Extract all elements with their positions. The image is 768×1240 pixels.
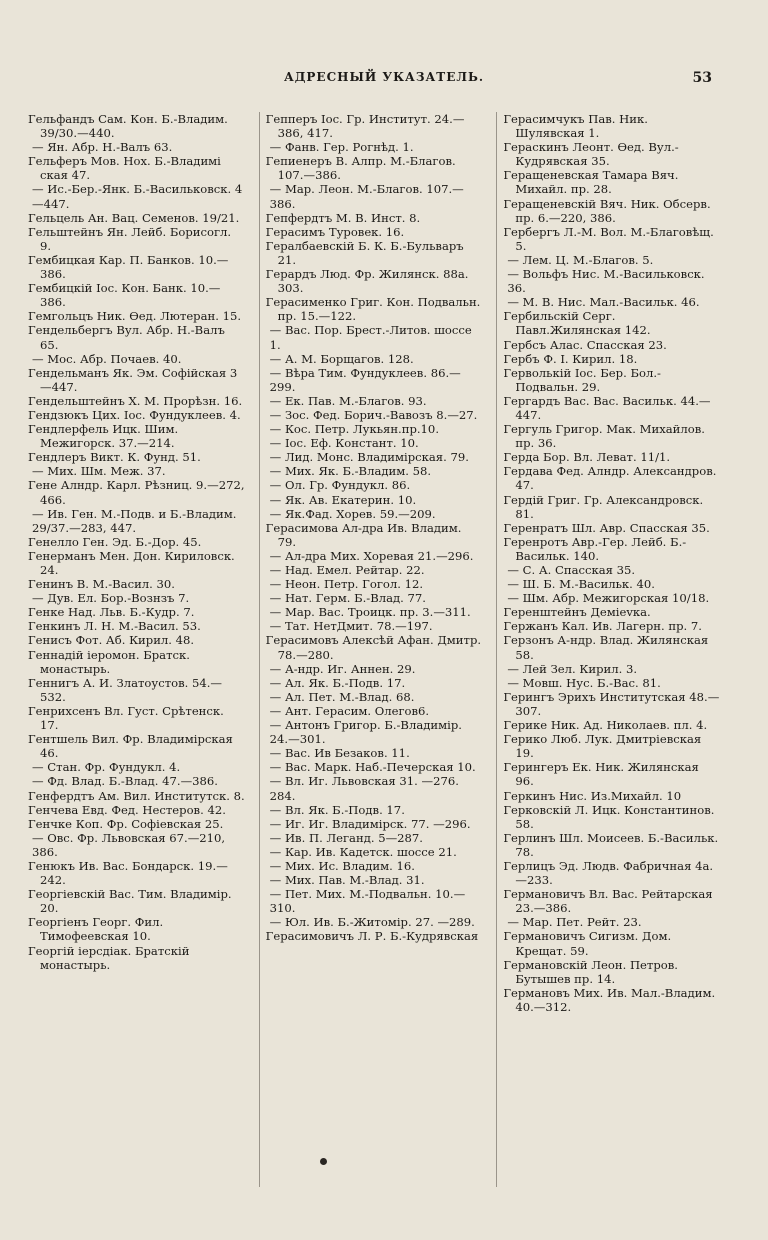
directory-entry: — Як. Ав. Екатерин. 10. (269, 492, 417, 507)
column-3 (496, 112, 720, 1187)
directory-entry: Геннадій іеромон. Братск. монастырь. (28, 647, 190, 676)
directory-entry: — Мар. Вас. Троицк. пр. 3.—311. (269, 605, 471, 620)
directory-entry: Генкинъ Л. Н. М.-Васил. 53. (28, 619, 201, 634)
directory-entry: Георгій іерсдіак. Братскій монастырь. (28, 943, 190, 972)
directory-entry: — Стан. Фр. Фундукл. 4. (32, 760, 181, 775)
directory-entry: Герасимовъ Алексѣй Афан. Дмитр. 78.—280. (265, 633, 482, 662)
directory-entry: Герасимъ Туровек. 16. (265, 224, 405, 239)
directory-entry: Генрихсенъ Вл. Густ. Срѣтенск. 17. (28, 703, 224, 733)
directory-entry: Генчева Евд. Фед. Нестеров. 42. (28, 802, 226, 817)
directory-entry: Гельцель Ан. Вац. Семенов. 19/21. (28, 210, 240, 225)
directory-entry: Герволькій Іос. Бер. Бол.-Подвальн. 29. (503, 365, 661, 394)
directory-entry: — Мос. Абр. Почаев. 40. (32, 351, 182, 366)
directory-entry: — Фанв. Гер. Рогнѣд. 1. (269, 140, 414, 155)
directory-entry: Герковскій Л. Ицк. Константинов. 58. (503, 802, 715, 831)
directory-entry: Гералбаевскій Б. К. Б.-Бульваръ 21. (265, 238, 464, 267)
column-1 (28, 112, 245, 1187)
directory-entry: Генисъ Фот. Аб. Кирил. 48. (28, 633, 195, 648)
directory-entry: — Вас. Марк. Наб.-Печерская 10. (269, 760, 476, 775)
directory-entry: Герико Люб. Лук. Дмитріевская 19. (503, 732, 702, 761)
directory-entry: Гембицкій Іос. Кон. Банк. 10.—386. (28, 281, 221, 310)
directory-entry: Гендельбергъ Вул. Абр. Н.-Валъ 65. (28, 323, 225, 352)
directory-entry: Геренштейнъ Демievка. (503, 605, 651, 620)
directory-entry: Геренратъ Шл. Авр. Спасская 35. (503, 520, 710, 535)
directory-entry: — А-ндр. Иг. Аннен. 29. (269, 661, 416, 676)
directory-entry: Гержанъ Кал. Ив. Лагерн. пр. 7. (503, 619, 702, 634)
directory-entry: Георгіевскій Вас. Тим. Владимір. 20. (28, 887, 232, 916)
column-2 (259, 112, 483, 1187)
directory-entry: — Ал. Пет. М.-Влад. 68. (269, 689, 415, 704)
directory-entry: — Ек. Пав. М.-Благов. 93. (269, 393, 427, 408)
directory-entry: — Вл. Иг. Львовская 31. —276. 284. (269, 774, 459, 803)
directory-entry: Гене Алндр. Карл. Рѣзниц. 9.—272, 466. (28, 478, 245, 507)
directory-entry: Генфердтъ Ам. Вил. Институтск. 8. (28, 788, 245, 803)
directory-entry: — Шм. Абр. Межигорская 10/18. (507, 591, 710, 606)
directory-entry: — Антонъ Григор. Б.-Владимір. 24.—301. (269, 718, 462, 747)
directory-entry: — Ян. Абр. Н.-Валъ 63. (32, 140, 173, 155)
directory-entry: Герасимчукъ Пав. Ник. Шулявская 1. (503, 112, 648, 141)
directory-entry: Герлицъ Эд. Людв. Фабричная 4а.—233. (503, 858, 714, 888)
directory-entry: Гербъ Ф. І. Кирил. 18. (503, 351, 638, 366)
directory-entry: — Пет. Мих. М.-Подвальн. 10.—310. (269, 887, 466, 916)
directory-entry: — Лем. Ц. М.-Благов. 5. (507, 252, 654, 267)
directory-entry: Герингеръ Ек. Ник. Жилянская 96. (503, 760, 699, 789)
directory-entry: Генелло Ген. Эд. Б.-Дор. 45. (28, 534, 202, 549)
directory-entry: — Кос. Петр. Лукьян.пр.10. (269, 422, 439, 437)
directory-entry: — Як.Фад. Хорев. 59.—209. (269, 506, 436, 521)
directory-entry: Гепиенеръ В. Алпр. М.-Благов. 107.—386. (265, 154, 456, 183)
directory-entry: Герзонъ А-ндр. Влад. Жилянская 58. (503, 633, 709, 662)
directory-entry: Гербильскій Серг. Павл.Жилянская 142. (503, 309, 651, 338)
directory-entry: — А. М. Борщагов. 128. (269, 351, 414, 366)
directory-entry: Германовъ Мих. Ив. Мал.-Владим. 40.—312. (503, 985, 716, 1014)
ink-dot (320, 1158, 327, 1165)
directory-entry: Гендлеръ Викт. К. Фунд. 51. (28, 450, 201, 465)
directory-entry: Герике Ник. Ад. Николаев. пл. 4. (503, 718, 708, 733)
directory-entry: Генинъ В. М.-Васил. 30. (28, 577, 175, 592)
directory-entry: Гергардъ Вас. Вас. Васильк. 44.—447. (503, 393, 711, 422)
directory-entry: Герасимовичъ Л. Р. Б.-Кудрявская (265, 929, 479, 944)
directory-entry: Гепперъ Іос. Гр. Институт. 24.—386, 417. (265, 112, 465, 141)
directory-entry: — Лид. Монс. Владимірская. 79. (269, 450, 469, 465)
directory-columns (28, 112, 720, 1187)
directory-entry: Герасименко Григ. Кон. Подвальн. пр. 15.—122. (265, 295, 481, 324)
directory-entry: Гербсъ Алас. Спасская 23. (503, 337, 667, 352)
directory-entry: — Ант. Герасим. Олегов6. (269, 703, 430, 718)
directory-entry: — Фд. Влад. Б.-Влад. 47.—386. (32, 774, 218, 789)
directory-entry: Геннигъ А. И. Златоустов. 54.—532. (28, 675, 223, 704)
directory-entry: Герлинъ Шл. Моисеев. Б.-Васильк. 78. (503, 830, 719, 859)
directory-entry: Гендельманъ Як. Эм. Софійская 3—447. (28, 365, 238, 394)
directory-entry: — Мих. Шм. Меж. 37. (32, 464, 166, 479)
directory-entry: — Вас. Ив Безаков. 11. (269, 746, 410, 761)
directory-entry: Гербергъ Л.-М. Вол. М.-Благовѣщ. 5. (503, 224, 714, 253)
directory-entry: — Мовш. Нус. Б.-Вас. 81. (507, 675, 661, 690)
directory-entry: Гендзюкъ Цих. Іос. Фундуклеев. 4. (28, 407, 241, 422)
directory-entry: — Дув. Ел. Бор.-Вознзъ 7. (32, 591, 190, 606)
directory-entry: Герардъ Люд. Фр. Жилянск. 88а. 303. (265, 267, 469, 296)
directory-entry: — Над. Емел. Рейтар. 22. (269, 563, 425, 577)
directory-entry: Геращеневская Тамара Вяч. Михайл. пр. 28. (503, 168, 679, 197)
directory-entry: — Вас. Пор. Брест.-Литов. шоссе 1. (269, 323, 472, 352)
directory-entry: — Нат. Герм. Б.-Влад. 77. (269, 591, 426, 606)
directory-entry: — Неон. Петр. Гогол. 12. (269, 577, 424, 592)
directory-entry: Генке Над. Льв. Б.-Кудр. 7. (28, 605, 195, 620)
directory-entry: Герда Бор. Вл. Леват. 11/1. (503, 450, 671, 465)
directory-entry: — Іос. Еф. Констант. 10. (269, 436, 419, 451)
directory-entry: — Зос. Фед. Борич.-Вавозъ 8.—27. (269, 407, 478, 422)
directory-entry: Георгіенъ Георг. Фил. Тимофеевская 10. (28, 915, 164, 944)
directory-entry: Геращеневскій Вяч. Ник. Обсерв. пр. 6.—220, 386. (503, 196, 711, 225)
directory-entry: — Иг. Иг. Владимірск. 77. —296. (269, 816, 471, 831)
directory-entry: — С. А. Спасская 35. (507, 563, 636, 577)
directory-entry: Гераскинъ Леонт. Өед. Вул.-Кудрявская 35. (503, 140, 679, 169)
directory-entry: — Ив. П. Леганд. 5—287. (269, 830, 423, 845)
directory-entry: — М. В. Нис. Мал.-Васильк. 46. (507, 295, 700, 310)
directory-entry: Гельфандъ Сам. Кон. Б.-Владим. 39/30.—440. (28, 112, 228, 141)
directory-entry: Гердій Григ. Гр. Александровск. 81. (503, 492, 704, 521)
directory-entry: — Вольфъ Нис. М.-Васильковск. 36. (507, 267, 705, 296)
directory-entry: Гергуль Григор. Мак. Михайлов. пр. 36. (503, 422, 705, 451)
directory-entry: — Ал. Як. Б.-Подв. 17. (269, 675, 406, 690)
page-header (0, 70, 768, 94)
directory-entry: — Мар. Леон. М.-Благов. 107.—386. (269, 182, 464, 211)
directory-entry: Гельштейнъ Ян. Лейб. Борисогл. 9. (28, 224, 232, 253)
directory-entry: — Ал-дра Мих. Хоревая 21.—296. (269, 548, 474, 563)
directory-entry: — Ив. Ген. М.-Подв. и Б.-Владим. 29/37.—283, 447. (32, 506, 237, 535)
directory-entry: — Ол. Гр. Фундукл. 86. (269, 478, 411, 493)
directory-entry: — Овс. Фр. Львовская 67.—210, 386. (32, 830, 226, 859)
directory-entry: — Мих. Як. Б.-Владим. 58. (269, 464, 432, 479)
directory-entry: Гендлерфель Ицк. Шим. Межигорск. 37.—214. (28, 422, 179, 451)
directory-entry: Германовскій Леон. Петров. Бутышев пр. 14. (503, 957, 678, 986)
directory-entry: — Мих. Ис. Владим. 16. (269, 858, 415, 873)
directory-entry: Генерманъ Мен. Дон. Кириловск. 24. (28, 548, 235, 577)
directory-entry: Герингъ Эрихъ Институтская 48.—307. (503, 689, 720, 718)
directory-entry: Гердава Фед. Алндр. Александров. 47. (503, 464, 717, 493)
directory-entry: — Мих. Пав. М.-Влад. 31. (269, 873, 425, 888)
directory-entry: Генюкъ Ив. Вас. Бондарск. 19.—242. (28, 858, 228, 888)
directory-entry: Германовичъ Вл. Вас. Рейтарская 23.—386. (503, 887, 713, 916)
directory-entry: Генчке Коп. Фр. Софіевская 25. (28, 816, 224, 831)
directory-entry: — Вл. Як. Б.-Подв. 17. (269, 802, 405, 817)
directory-entry: Гентшель Вил. Фр. Владимірская 46. (28, 732, 233, 761)
directory-entry: Герасимова Ал-дра Ив. Владим. 79. (265, 520, 462, 549)
directory-entry: Гельферъ Мов. Нох. Б.-Владимі ская 47. (28, 154, 221, 183)
directory-entry: — Кар. Ив. Кадетск. шоссе 21. (269, 844, 457, 859)
directory-entry: — Вѣра Тим. Фундуклеев. 86.—299. (269, 365, 461, 394)
directory-entry: Геркинъ Нис. Из.Михайл. 10 (503, 788, 682, 803)
directory-entry: Германовичъ Сигизм. Дом. Крещат. 59. (503, 929, 672, 958)
directory-entry: Гемгольцъ Ник. Өед. Лютеран. 15. (28, 309, 242, 324)
directory-entry: Гендельштейнъ Х. М. Прорѣзн. 16. (28, 393, 243, 408)
directory-entry: — Ис.-Бер.-Янк. Б.-Васильковск. 4—447. (32, 182, 243, 211)
directory-entry: Гепфердтъ М. В. Инст. 8. (265, 210, 421, 225)
directory-entry: — Ш. Б. М.-Васильк. 40. (507, 577, 655, 592)
page-title: АДРЕСНЫЙ УКАЗАТЕЛЬ. (283, 70, 485, 84)
directory-entry: — Тат. НетДмит. 78.—197. (269, 619, 433, 634)
directory-entry: — Лей Зел. Кирил. 3. (507, 661, 638, 676)
page-number: 53 (692, 70, 712, 86)
directory-entry: — Мар. Пет. Рейт. 23. (507, 915, 642, 930)
directory-entry: Гембицкая Кар. П. Банков. 10.—386. (28, 252, 229, 282)
directory-entry: Геренротъ Авр.-Гер. Лейб. Б.-Васильк. 140. (503, 534, 687, 563)
directory-entry: — Юл. Ив. Б.-Житомір. 27. —289. (269, 915, 475, 930)
